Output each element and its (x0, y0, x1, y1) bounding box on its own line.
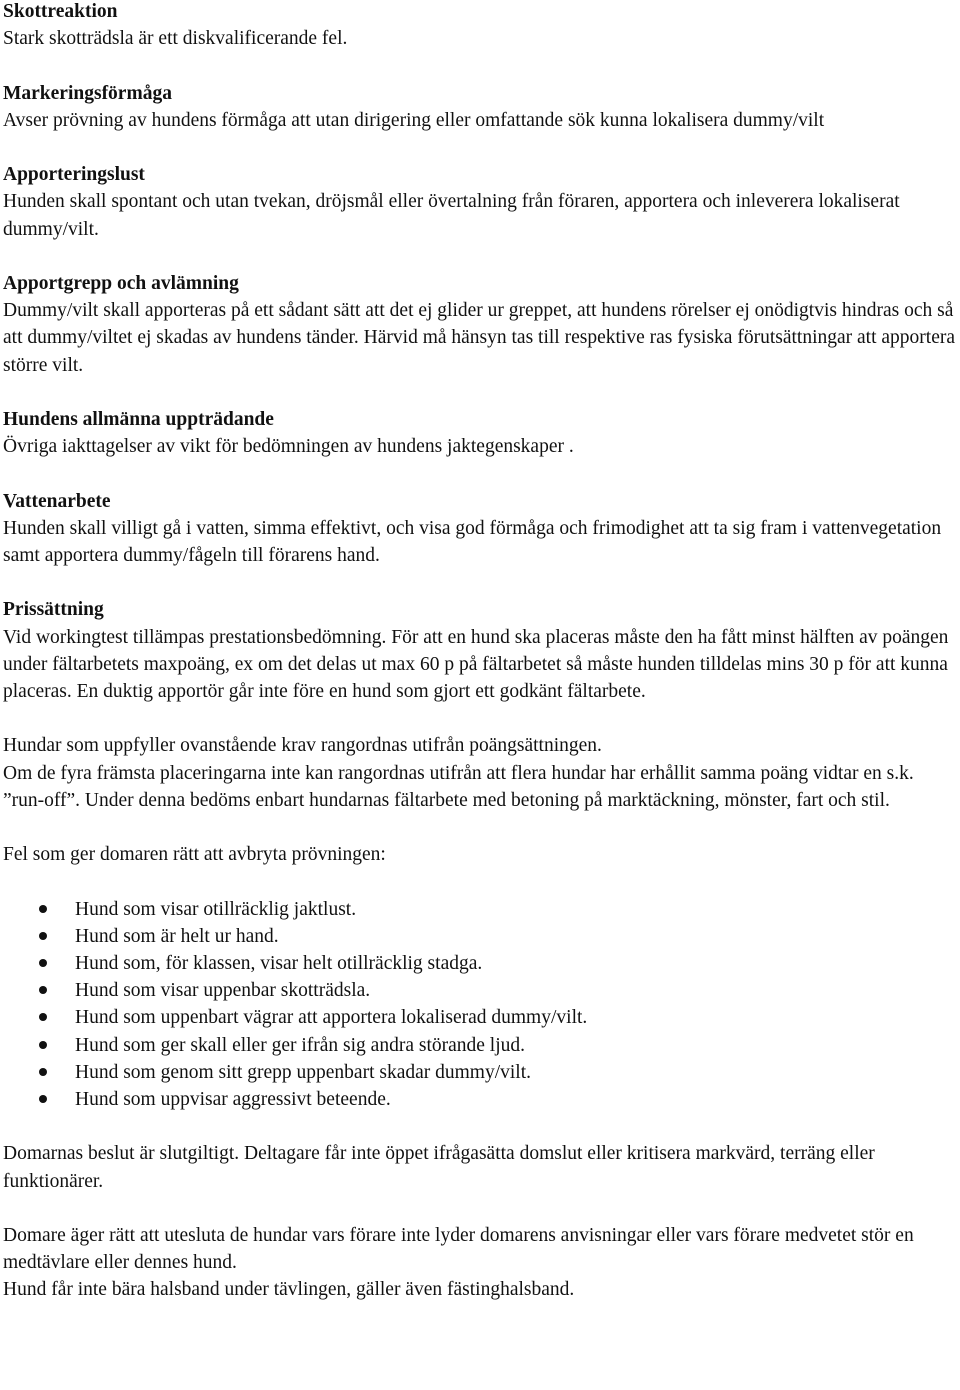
bullet-icon (39, 1095, 47, 1103)
abort-intro: Fel som ger domaren rätt att avbryta prövningen: (3, 844, 386, 866)
section-markeringsformaga (3, 80, 958, 134)
section-text: Avser prövning av hundens förmåga att utan dirigering eller omfattande sök kunna lokalisera dummy/vilt (3, 109, 825, 131)
section-prissattning (3, 596, 958, 705)
list-item: Hund som visar uppenbar skotträdsla. (3, 977, 958, 1004)
section-vattenarbete (3, 488, 958, 570)
abort-section (3, 841, 958, 1113)
section-text: Vid workingtest tillämpas prestationsbedömning. För att en hund ska placeras måste den ha fått minst hälften av poängen under fältarbetets maxpoäng, ex om det delas ut max 60 p på fältarbetet så måste hunden tilldelas mins 30 p för att kunna placeras. En duktig apportör går inte före en hund som gjort ett godkänt fältarbete. (3, 626, 949, 702)
list-item: Hund som uppvisar aggressivt beteende. (3, 1086, 958, 1113)
bullet-icon (39, 1068, 47, 1076)
list-item: Hund som är helt ur hand. (3, 923, 958, 950)
list-item: Hund som genom sitt grepp uppenbart skadar dummy/vilt. (3, 1059, 958, 1086)
section-text: Stark skotträdsla är ett diskvalificerande fel. (3, 28, 348, 50)
bullet-icon (39, 959, 47, 967)
abort-list (3, 896, 958, 1114)
section-heading: Markeringsförmåga (3, 82, 172, 104)
section-text: Hunden skall villigt gå i vatten, simma effektivt, och visa god förmåga och frimodighet att ta sig fram i vattenvegetation samt apportera dummy/fågeln till förarens hand. (3, 517, 942, 566)
exclusion-paragraph (3, 1222, 958, 1304)
section-heading: Apportgrepp och avlämning (3, 272, 239, 294)
section-text: Hunden skall spontant och utan tvekan, dröjsmål eller övertalning från föraren, apportera och inleverera lokaliserat dummy/vilt. (3, 191, 900, 240)
list-item: Hund som ger skall eller ger ifrån sig andra störande ljud. (3, 1032, 958, 1059)
document-page (3, 0, 958, 1304)
bullet-icon (39, 1013, 47, 1021)
section-heading: Apporteringslust (3, 164, 145, 186)
section-heading: Vattenarbete (3, 490, 111, 512)
section-apportgrepp (3, 270, 958, 379)
bullet-icon (39, 932, 47, 940)
exclusion-text: Domare äger rätt att utesluta de hundar vars förare inte lyder domarens anvisningar eller vars förare medvetet stör en medtävlare eller dennes hund. (3, 1224, 914, 1274)
list-item: Hund som, för klassen, visar helt otillräcklig stadga. (3, 950, 958, 977)
collar-text: Hund får inte bära halsband under tävlingen, gäller även fästinghalsband. (3, 1279, 575, 1301)
section-heading: Prissättning (3, 599, 104, 621)
section-apporteringslust (3, 161, 958, 243)
section-skottreaktion (3, 0, 958, 52)
section-allmanna-upptradande (3, 406, 958, 460)
list-item: Hund som visar otillräcklig jaktlust. (3, 896, 958, 923)
ranking-line: Hundar som uppfyller ovanstående krav rangordnas utifrån poängsättningen. (3, 735, 602, 757)
section-heading: Skottreaktion (3, 1, 118, 22)
ranking-line: Om de fyra främsta placeringarna inte kan rangordnas utifrån att flera hundar har erhållit samma poäng vidtar en s.k. ”run-off”. Under denna bedöms enbart hundarnas fältarbete med betoning på marktäckning, mönster, fart och stil. (3, 762, 914, 811)
decision-paragraph: Domarnas beslut är slutgiltigt. Deltagare får inte öppet ifrågasätta domslut eller kritisera markvärd, terräng eller funktionärer. (3, 1143, 875, 1192)
list-item: Hund som uppenbart vägrar att apportera lokaliserad dummy/vilt. (3, 1004, 958, 1031)
bullet-icon (39, 1041, 47, 1049)
bullet-icon (39, 986, 47, 994)
section-text: Övriga iakttagelser av vikt för bedömningen av hundens jaktegenskaper . (3, 436, 574, 458)
bullet-icon (39, 905, 47, 913)
ranking-paragraph (3, 732, 958, 814)
section-heading: Hundens allmänna uppträdande (3, 408, 274, 430)
section-text: Dummy/vilt skall apporteras på ett sådant sätt att det ej glider ur greppet, att hundens rörelser ej onödigtvis hindras och så att dummy/viltet ej skadas av hundens tänder. Härvid må hänsyn tas till respektive ras fysiska förutsättningar att apportera större vilt. (3, 300, 955, 376)
